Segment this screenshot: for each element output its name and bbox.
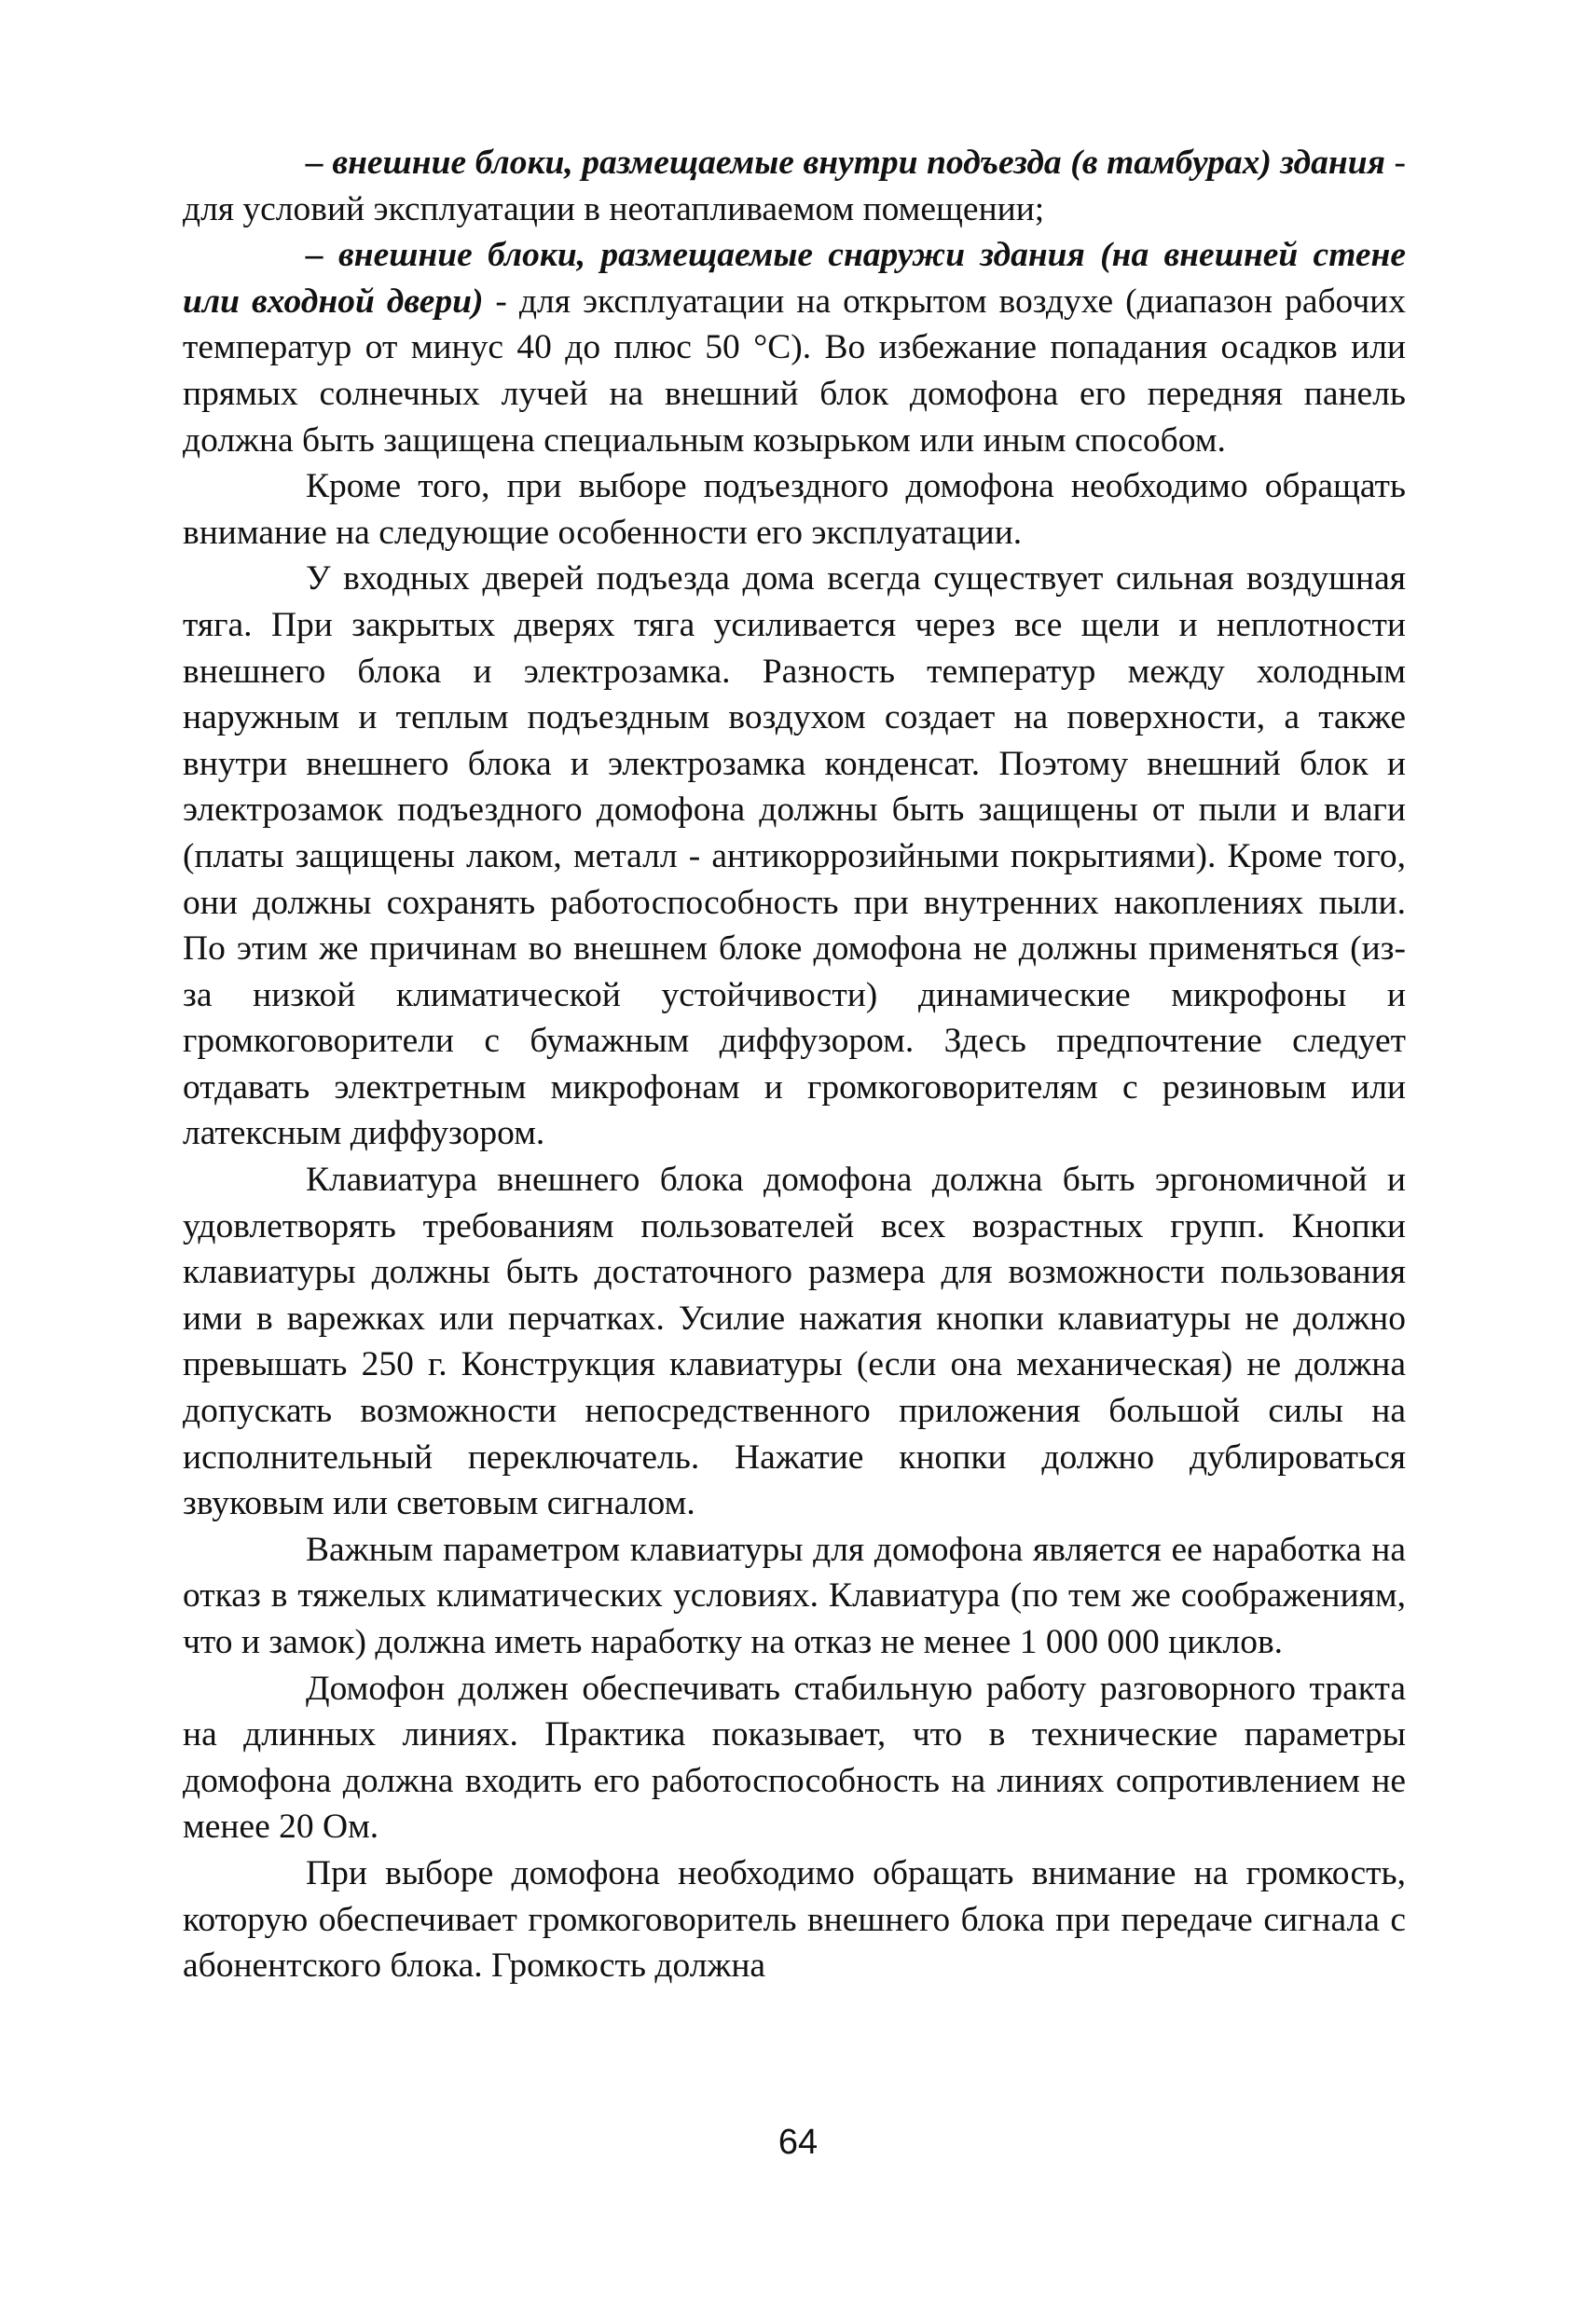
- paragraph-text: Клавиатура внешнего блока домофона должна быть эргономичной и удовлетворять требованиям пользователей всех возрастных групп. Кнопки клавиатуры должны быть достаточного размера для возможности пользования ими в варежках или перчатках. Усилие нажатия кнопки клавиатуры не должно превышать 250 г. Конструкция клавиатуры (если она механическая) не должна допускать возможности непосредственного приложения большой силы на исполнительный переключатель. Нажатие кнопки должно дублироваться звуковым или световым сигналом.: [183, 1161, 1406, 1523]
- paragraph-volume: [183, 1850, 1406, 1989]
- paragraph-text: У входных дверей подъезда дома всегда существует сильная воздушная тяга. При закрытых дверях тяга усиливается через все щели и неплотности внешнего блока и электрозамка. Разность температур между холодным наружным и теплым подъездным воздухом создает на поверхности, а также внутри внешнего блока и электрозамка конденсат. Поэтому внешний блок и электрозамок подъездного домофона должны быть защищены от пыли и влаги (платы защищены лаком, металл - антикоррозийными покрытиями). Кроме того, они должны сохранять работоспособность при внутренних накоплениях пыли. По этим же причинам во внешнем блоке домофона не должны применяться (из-за низкой климатической устойчивости) динамические микрофоны и громкоговорители с бумажным диффузором. Здесь предпочтение следует отдавать электретным микрофонам и громкоговорителям с резиновым или латексным диффузором.: [183, 559, 1406, 1153]
- paragraph-selection-features: [183, 463, 1406, 556]
- paragraph-text: - для эксплуатации на открытом воздухе (диапазон рабочих температур от минус 40 до плюс 50 °С). Во избежание попадания осадков или прямых солнечных лучей на внешний блок домофона его передняя панель должна быть защищена специальным козырьком или иным способом.: [183, 282, 1406, 460]
- paragraph-keyboard: [183, 1157, 1406, 1527]
- document-page: [183, 140, 1406, 1989]
- paragraph-text: Важным параметром клавиатуры для домофона является ее наработка на отказ в тяжелых климатических условиях. Клавиатура (по тем же соображениям, что и замок) должна иметь наработку на отказ не менее 1 000 000 циклов.: [183, 1530, 1406, 1661]
- paragraph-lead-emphasis: – внешние блоки, размещаемые снаружи здания (на внешней стене или входной двери): [183, 236, 1406, 321]
- paragraph-outdoor-units: [183, 232, 1406, 463]
- paragraph-keyboard-reliability: [183, 1527, 1406, 1666]
- paragraph-indoor-units: [183, 140, 1406, 232]
- paragraph-text: При выборе домофона необходимо обращать внимание на громкость, которую обеспечивает громкоговоритель внешнего блока при передаче сигнала с абонентского блока. Громкость должна: [183, 1853, 1406, 1986]
- paragraph-text: - для условий эксплуатации в неотапливаемом помещении;: [183, 144, 1406, 228]
- paragraph-text: Кроме того, при выборе подъездного домофона необходимо обращать внимание на следующие особенности его эксплуатации.: [183, 467, 1406, 552]
- paragraph-text: Домофон должен обеспечивать стабильную работу разговорного тракта на длинных линиях. Практика показывает, что в технические параметры домофона должна входить его работоспособность на линиях сопротивлением не менее 20 Ом.: [183, 1669, 1406, 1847]
- paragraph-long-lines: [183, 1666, 1406, 1850]
- page-number: 64: [777, 2123, 819, 2162]
- paragraph-lead-emphasis: – внешние блоки, размещаемые внутри подъезда (в тамбурах) здания: [306, 144, 1385, 182]
- paragraph-air-draft: [183, 556, 1406, 1157]
